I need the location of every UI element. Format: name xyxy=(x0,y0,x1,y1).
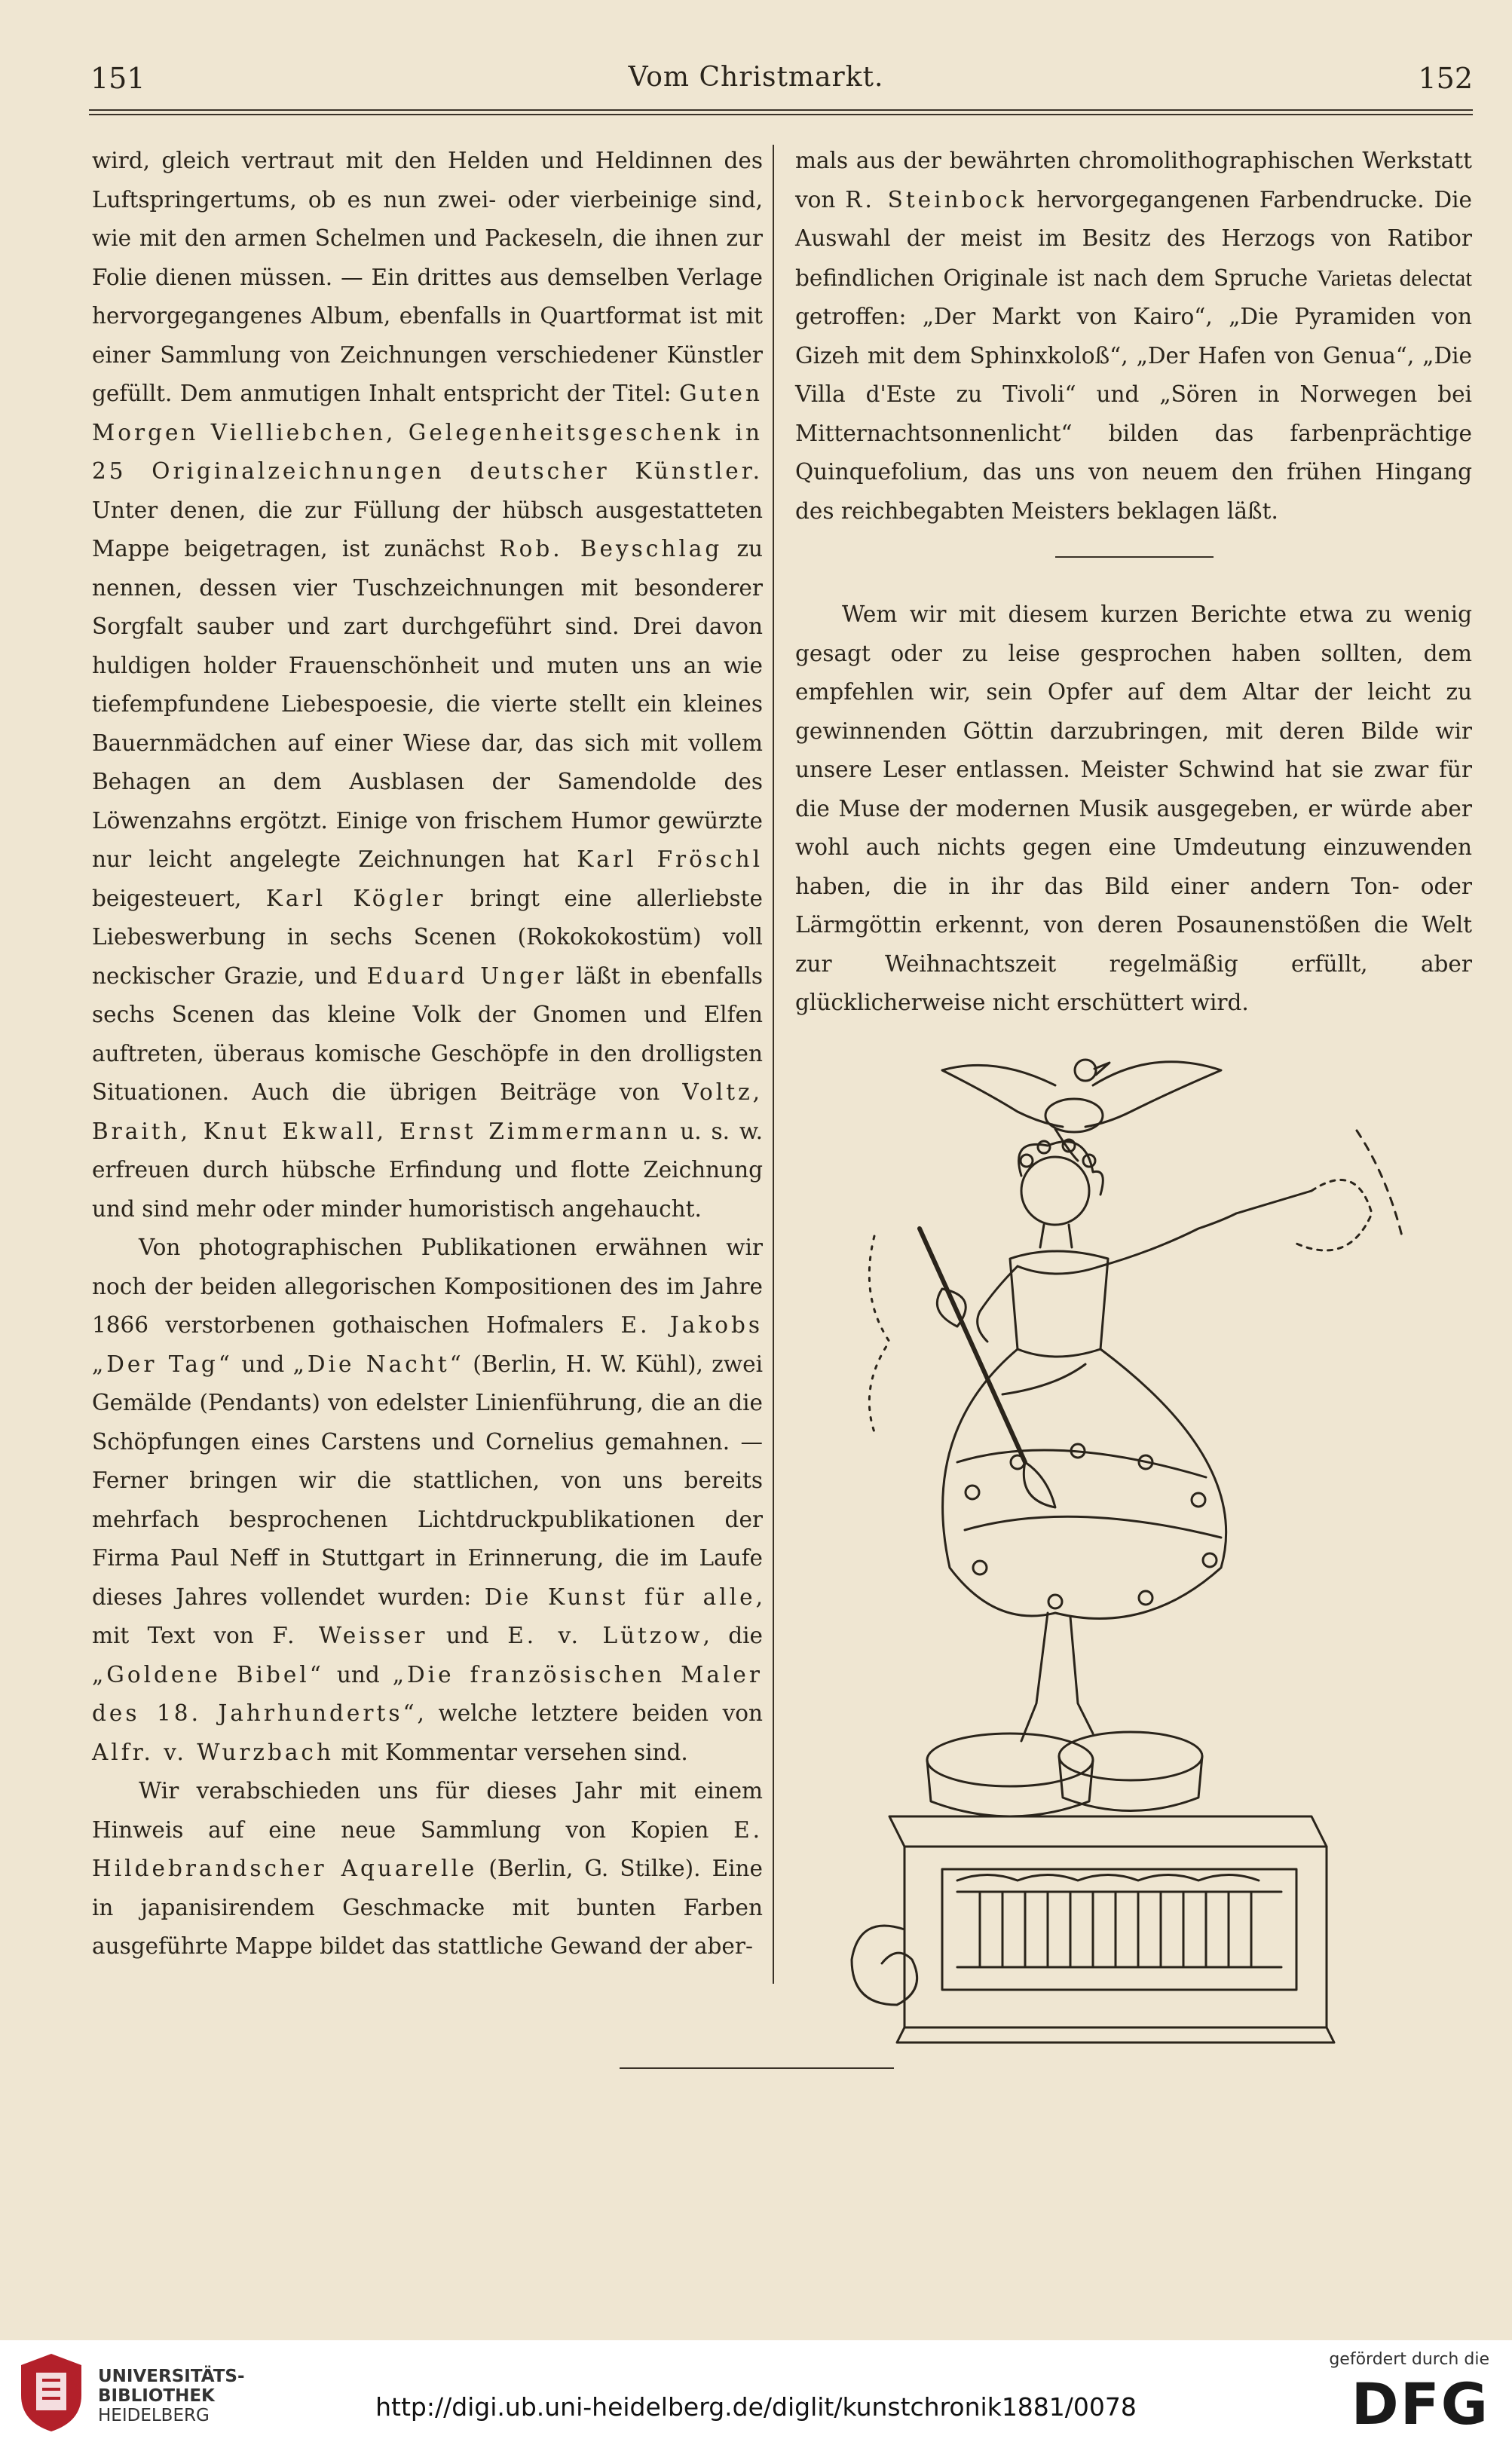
author-luetzow: E. v. Lützow xyxy=(507,1623,703,1648)
dove-body xyxy=(1045,1099,1103,1132)
text-run: mals aus der bewährten chromolithographischen Werkstatt von xyxy=(795,148,1472,213)
music-box-comb xyxy=(980,1892,1251,1967)
printer-steinbock: R. Steinbock xyxy=(845,186,1027,213)
header-rule-thin xyxy=(89,114,1473,115)
library-name-line-2: BIBLIOTHEK xyxy=(98,2386,215,2406)
work-die-nacht: „Die Nacht“ xyxy=(292,1351,464,1377)
left-paragraph-1 xyxy=(92,142,763,1229)
right-paragraph-2 xyxy=(795,595,1472,1023)
left-paragraph-3 xyxy=(92,1772,763,1966)
author-weisser: F. Weisser xyxy=(272,1623,428,1648)
dfg-logo: DFG xyxy=(1351,2370,1489,2437)
work-franzoesische-maler: „Die französischen Maler des 18. Jahrhunderts“ xyxy=(92,1661,763,1726)
text-run: Unter denen, die zur Füllung der hübsch ausgestatteten Mappe beigetragen, ist zunächst xyxy=(92,497,763,562)
book-title-guten-morgen: Guten Morgen Vielliebchen, Gelegenheitsgeschenk in 25 Originalzeichnungen deutscher Künstler. xyxy=(92,381,763,484)
work-der-tag: E. Jakobs „Der Tag“ xyxy=(92,1312,763,1377)
text-run: (Berlin, G. Stilke). Eine in japanisirendem Geschmacke mit bunten Farben ausgeführte Mappe bildet das stattliche Gewand der aber- xyxy=(92,1856,763,1959)
latin-motto: Varietas delectat xyxy=(1316,264,1473,291)
right-paragraph-1 xyxy=(795,142,1472,531)
text-run: hervorgegangenen Farbendrucke. Die Auswahl der meist im Besitz des Herzogs von Ratibor befindlichen Originale ist nach dem Spruche xyxy=(795,186,1472,291)
end-rule xyxy=(620,2067,894,2069)
text-run: wird, gleich vertraut mit den Helden und Heldinnen des Luftspringertums, ob es nun zwei- oder vierbeinige sind, wie mit den armen Schelmen und Packeseln, die ihnen zur Folie dienen müssen. — Ein drittes aus demselben Verlage hervorgegangenes Album, ebenfalls in Quartformat ist mit einer Sammlung von Zeichnungen verschiedener Künstler gefüllt. Dem anmutigen Inhalt entspricht der Titel: xyxy=(92,148,763,406)
section-separator xyxy=(1055,556,1214,558)
music-box-window xyxy=(942,1869,1296,1990)
muse-skirt xyxy=(943,1349,1226,1619)
text-run: Wem wir mit diesem kurzen Berichte etwa zu wenig gesagt oder zu leise gesprochen haben sollten, dem empfehlen wir, sein Opfer auf dem Altar der leicht zu gewinnenden Göttin darzubringen, mit deren Bilde wir unsere Leser entlassen. Meister Schwind hat sie zwar für die Muse der modernen Musik ausgegeben, er würde aber wohl auch nichts gegen eine Umdeutung einzuwenden haben, die in ihr das Bild einer andern Ton- oder Lärmgöttin erkennt, von deren Posaunenstößen die Welt zur Weihnachtszeit regelmäßig erfüllt, aber glücklicherweise nicht erschüttert wird. xyxy=(795,601,1472,1015)
running-head-title: Vom Christmarkt. xyxy=(628,62,884,93)
artists-list: Voltz, Braith, Knut Ekwall, Ernst Zimmermann xyxy=(92,1079,763,1144)
text-run: mit Kommentar versehen sind. xyxy=(333,1739,688,1765)
trumpet-tube xyxy=(920,1229,1025,1462)
text-run: , welche letztere beiden von xyxy=(417,1700,763,1726)
artist-koegler: Karl Kögler xyxy=(265,885,446,911)
text-run: beigesteuert, xyxy=(92,885,266,911)
text-run: läßt in ebenfalls sechs Scenen das kleine Volk der Gnomen und Elfen auftreten, überaus komische Geschöpfe in den drolligsten Situationen. Auch die übrigen Beiträge von xyxy=(92,962,763,1105)
crank-scroll xyxy=(852,1926,917,2005)
library-name-line-1: UNIVERSITÄTS- xyxy=(98,2367,245,2386)
drum-right-body xyxy=(1059,1756,1202,1811)
funded-by-label: gefördert durch die xyxy=(1329,2350,1489,2369)
text-run: , mit Text von xyxy=(92,1584,763,1648)
music-box-base xyxy=(897,2027,1334,2043)
artist-beyschlag: Rob. Beyschlag xyxy=(499,536,723,562)
muse-music-box-illustration xyxy=(829,1040,1477,2058)
header-rule xyxy=(89,109,1473,111)
muse-right-arm xyxy=(1100,1213,1236,1266)
page-number-right: 152 xyxy=(1418,62,1473,95)
library-name-line-3: HEIDELBERG xyxy=(98,2406,210,2425)
muse-bodice xyxy=(1010,1251,1108,1357)
work-hildebrand-aquarelle: E. Hildebrandscher Aquarelle xyxy=(92,1816,763,1881)
wand xyxy=(1236,1191,1312,1213)
dove-right-wing xyxy=(1085,1062,1221,1127)
text-run: getroffen: „Der Markt von Kairo“, „Die Pyramiden von Gizeh mit dem Sphinxkoloß“, „Der Hafen von Genua“, „Die Villa d'Este zu Tivoli“ und „Sören in Norwegen bei Mitternachtsonnenlicht“ bilden das farbenprächtige Quinquefolium, das uns von neuem den frühen Hingang des reichbegabten Meisters beklagen läßt. xyxy=(795,304,1472,524)
author-wurzbach: Alfr. v. Wurzbach xyxy=(92,1739,334,1765)
text-run: bringt eine allerliebste Liebeswerbung in sechs Scenen (Rokokokostüm) voll neckischer Grazie, und xyxy=(92,885,763,989)
artist-froeschl: Karl Fröschl xyxy=(577,846,764,872)
dove-beak xyxy=(1094,1063,1110,1075)
text-run: Wir verabschieden uns für dieses Jahr mit einem Hinweis auf eine neue Sammlung von Kopien xyxy=(92,1778,763,1843)
left-column xyxy=(92,142,763,1966)
work-goldene-bibel: „Goldene Bibel“ xyxy=(92,1661,324,1688)
right-column xyxy=(795,142,1472,531)
muse-neck xyxy=(1040,1225,1072,1247)
right-column-lower xyxy=(795,595,1472,1023)
wand-ribbon xyxy=(1296,1180,1372,1250)
drum-left-top xyxy=(927,1734,1093,1786)
music-box-lid xyxy=(889,1816,1327,1847)
text-run: Von photographischen Publikationen erwähnen wir noch der beiden allegorischen Kompositionen des im Jahre 1866 verstorbenen gothaischen Hofmalers xyxy=(92,1235,763,1338)
muse-head xyxy=(1021,1157,1089,1225)
text-run: und xyxy=(323,1661,393,1688)
drum-right-top xyxy=(1059,1732,1202,1780)
muse-legs xyxy=(1021,1613,1093,1741)
text-run: , die xyxy=(702,1623,764,1648)
text-run: und xyxy=(427,1623,508,1648)
left-paragraph-2 xyxy=(92,1229,763,1772)
trumpet-bell xyxy=(1024,1462,1055,1507)
column-divider xyxy=(773,145,774,1984)
page-number-left: 151 xyxy=(90,62,145,95)
dove-head xyxy=(1075,1060,1096,1081)
artist-unger: Eduard Unger xyxy=(366,962,567,989)
text-run: u. s. w. erfreuen durch hübsche Erfindung und flotte Zeichnung und sind mehr oder minder humoristisch angehaucht. xyxy=(92,1118,763,1222)
source-url[interactable]: http://digi.ub.uni-heidelberg.de/diglit/kunstchronik1881/0078 xyxy=(375,2392,1137,2422)
ribbon-left xyxy=(869,1236,889,1432)
work-kunst-fuer-alle: Die Kunst für alle xyxy=(484,1584,756,1610)
text-run: und xyxy=(232,1351,293,1377)
text-run: (Berlin, H. W. Kühl), zwei Gemälde (Pendants) von edelster Linienführung, die an die Schöpfungen eines Carstens und Cornelius gemahnen. — Ferner bringen wir die stattlichen, von uns bereits mehrfach besprochenen Lichtdruckpublikationen der Firma Paul Neff in Stuttgart in Erinnerung, die im Laufe dieses Jahres vollendet wurden: xyxy=(92,1351,763,1610)
text-run: zu nennen, dessen vier Tuschzeichnungen mit besonderer Sorgfalt sauber und zart durchgeführt sind. Drei davon huldigen holder Frauenschönheit und muten uns an wie tiefempfundene Liebespoesie, die vierte stellt ein kleines Bauernmädchen auf einer Wiese dar, das sich mit vollem Behagen an dem Ausblasen der Samendolde des Löwenzahns ergötzt. Einige von frischem Humor gewürzte nur leicht angelegte Zeichnungen hat xyxy=(92,536,764,872)
